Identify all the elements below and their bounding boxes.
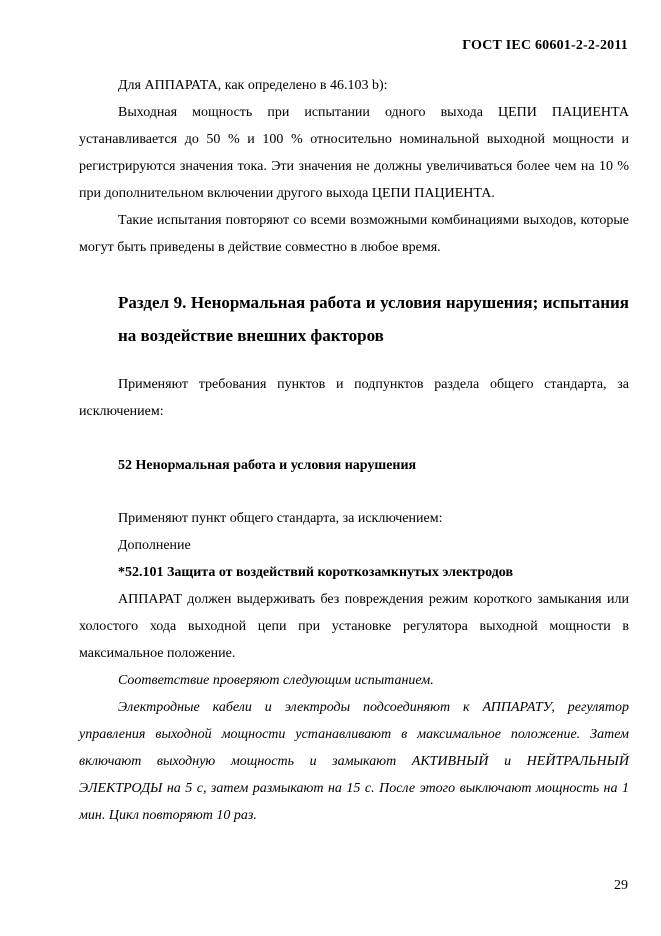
compliance-statement: Соответствие проверяют следующим испытанием. [118,673,434,688]
clause-52-addition: Дополнение [118,538,191,553]
intro-block [79,72,629,261]
clause-52-101-title: *52.101 Защита от воздействий короткозамкнутых электродов [118,565,514,580]
clause-52-text: Применяют пункт общего стандарта, за исключением: [118,511,443,526]
page-number: 29 [614,878,628,893]
intro-paragraph-3: Такие испытания повторяют со всеми возможными комбинациями выходов, которые могут быть приведены в действие совместно в любое время. [79,213,629,255]
section-9-text-block [79,371,629,425]
section-9-text: Применяют требования пунктов и подпунктов раздела общего стандарта, за исключением: [79,377,629,419]
section-9-title: Раздел 9. Ненормальная работа и условия нарушения; испытания на воздействие внешних факторов [118,293,629,345]
standard-code-header: ГОСТ IEC 60601-2-2-2011 [462,38,628,53]
clause-52-title: 52 Ненормальная работа и условия нарушения [118,458,417,473]
clause-52-block [79,452,629,479]
clause-52-content [79,505,629,829]
intro-paragraph-2: Выходная мощность при испытании одного выхода ЦЕПИ ПАЦИЕНТА устанавливается до 50 % и 100 % относительно номинальной выходной мощности и регистрируются значения тока. Эти значения не должны увеличиваться более чем на 10 % при дополнительном включении другого выхода ЦЕПИ ПАЦИЕНТА. [79,105,629,201]
clause-52-101-requirement: АППАРАТ должен выдерживать без повреждения режим короткого замыкания или холостого хода выходной цепи при установке регулятора выходной мощности в максимальное положение. [79,592,629,661]
intro-paragraph-1: Для АППАРАТА, как определено в 46.103 b): [118,78,388,93]
test-procedure: Электродные кабели и электроды подсоединяют к АППАРАТУ, регулятор управления выходной мощности устанавливают в максимальное положение. Затем включают выходную мощность и замыкают АКТИВНЫЙ и НЕЙТРАЛЬНЫЙ ЭЛЕКТРОДЫ на 5 с, затем размыкают на 15 с. После этого выключают мощность на 1 мин. Цикл повторяют 10 раз. [79,700,629,823]
